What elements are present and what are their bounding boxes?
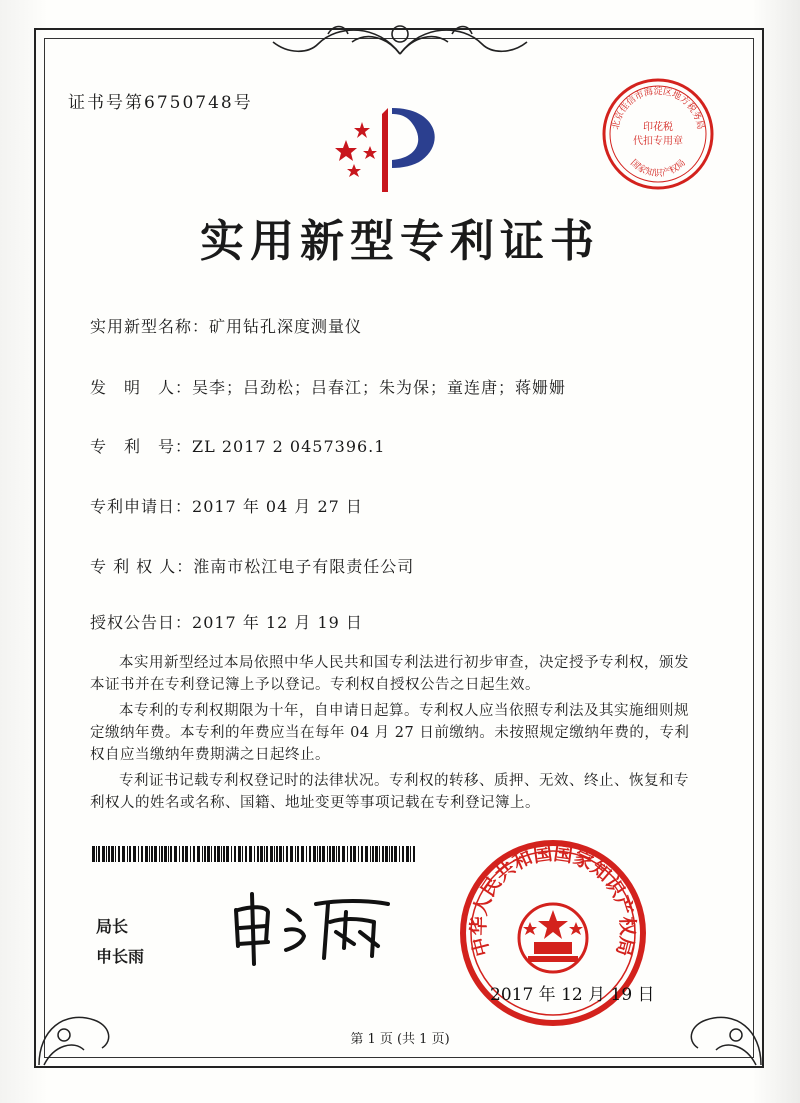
official-seal-ring-text: 中华人民共和国国家知识产权局 xyxy=(467,842,639,959)
official-seal-date: 2017 年 12 月 19 日 xyxy=(490,985,655,1005)
tax-seal-line2: 代扣专用章 xyxy=(633,136,683,147)
top-ornament xyxy=(268,14,532,64)
inventor-row xyxy=(90,375,566,398)
utility-name-label: 实用新型名称： xyxy=(90,317,210,336)
tax-seal-ring-text: 北京佳信市海淀区地方税务局 xyxy=(611,87,705,131)
apply-date-value: 2017 年 04 月 27 日 xyxy=(192,497,363,516)
patentee-value: 淮南市松江电子有限责任公司 xyxy=(193,557,415,576)
apply-date-label: 专利申请日： xyxy=(90,497,193,516)
grant-date-row xyxy=(90,610,363,633)
patent-number-value: ZL 2017 2 0457396.1 xyxy=(192,437,386,456)
inventor-label: 发 明 人： xyxy=(90,378,193,397)
body-paragraph-3: 专利证书记载专利权登记时的法律状况。专利权的转移、质押、无效、终止、恢复和专利权人的姓名或名称、国籍、地址变更等事项记载在专利登记簿上。 xyxy=(90,773,689,811)
cnipa-logo xyxy=(326,102,456,198)
inventor-value: 吴李；吕劲松；吕春江；朱为保；童连唐；蒋姗姗 xyxy=(192,378,567,397)
patent-number-row xyxy=(90,434,385,457)
page-number: 第 1 页 (共 1 页) xyxy=(350,1032,450,1047)
grant-date-value: 2017 年 12 月 19 日 xyxy=(192,613,363,632)
director-title: 局长 xyxy=(96,917,129,936)
certificate-body xyxy=(90,652,690,818)
grant-date-label: 授权公告日： xyxy=(90,613,193,632)
body-paragraph-2: 本专利的专利权期限为十年，自申请日起算。专利权人应当依照专利法及其实施细则规定缴纳年费。本专利的年费应当在每年 04 月 27 日前缴纳。未按照规定缴纳年费的，专利权自应当缴纳年费期满之日起终止。 xyxy=(90,703,690,763)
certificate-title: 实用新型专利证书 xyxy=(200,216,600,267)
barcode xyxy=(92,846,418,862)
patentee-label: 专 利 权 人： xyxy=(90,557,194,576)
tax-seal-line1: 印花税 xyxy=(643,122,673,133)
svg-text:中华人民共和国国家知识产权局 xyxy=(467,843,639,959)
patentee-row xyxy=(90,554,414,577)
apply-date-row xyxy=(90,494,363,517)
utility-name-value: 矿用钻孔深度测量仪 xyxy=(209,317,363,336)
patent-number-label: 专 利 号： xyxy=(90,437,193,456)
director-signature xyxy=(228,888,398,968)
tax-seal-bottom-text: 国家知识产权局 xyxy=(628,158,688,179)
director-name: 申长雨 xyxy=(96,947,145,966)
certificate-number: 证书号第6750748号 xyxy=(68,93,253,113)
utility-name-row xyxy=(90,314,362,337)
svg-text:国家知识产权局 xyxy=(628,157,688,179)
body-paragraph-1: 本实用新型经过本局依照中华人民共和国专利法进行初步审查，决定授予专利权，颁发本证书并在专利登记簿上予以登记。专利权自授权公告之日起生效。 xyxy=(90,655,689,693)
tax-stamp-seal xyxy=(600,76,716,192)
